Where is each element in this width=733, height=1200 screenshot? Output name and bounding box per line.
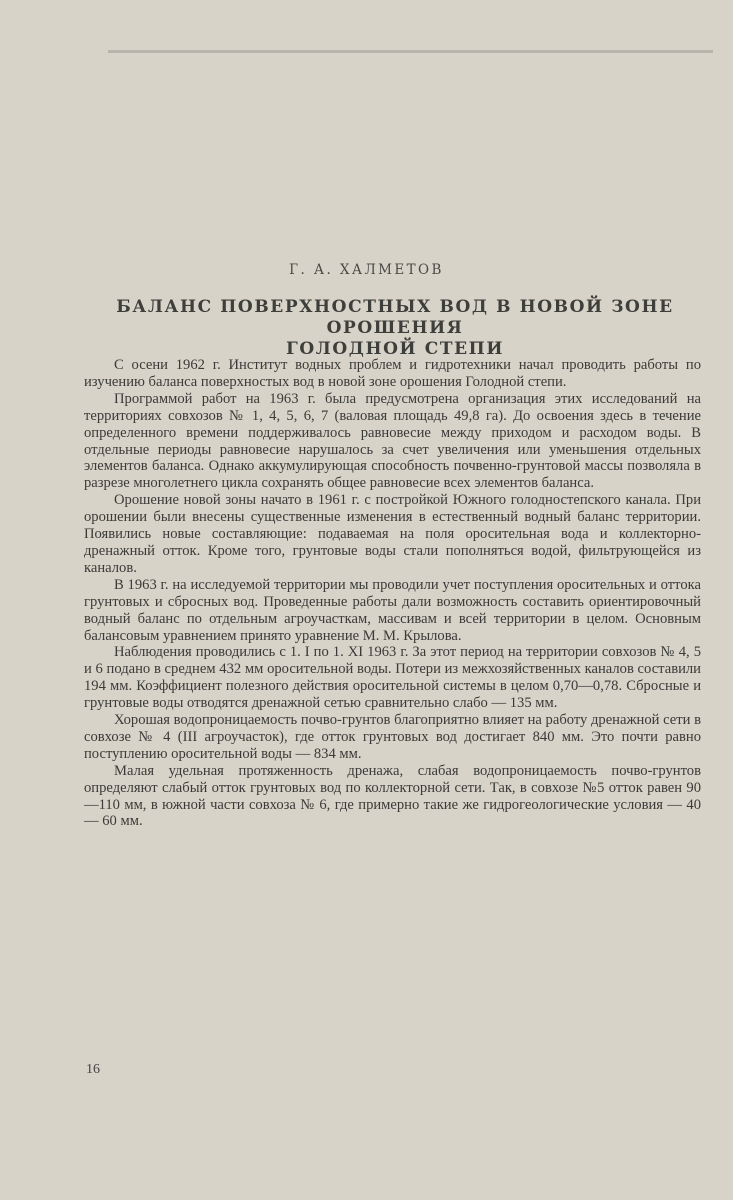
article-body xyxy=(84,357,701,830)
paragraph-1: С осени 1962 г. Институт водных проблем и гидротехники начал проводить работы по изучению баланса поверхностых вод в новой зоне орошения Голодной степи. xyxy=(84,357,701,390)
paragraph-6: Хорошая водопроницаемость почво-грунтов благоприятно влияет на работу дренажной сети в совхозе № 4 (III агроучасток), где отток грунтовых вод достигает 840 мм. Это почти равно поступлению оросительной воды — 834 мм. xyxy=(84,712,701,762)
paragraph-7: Малая удельная протяженность дренажа, слабая водопроницаемость почво-грунтов определяют слабый отток грунтовых вод по коллекторной сети. Так, в совхозе №5 отток равен 90—110 мм, в южной части совхоза № 6, где примерно такие же гидрогеологические условия — 40 — 60 мм. xyxy=(84,762,701,830)
top-rule xyxy=(108,50,713,53)
paragraph-3: Орошение новой зоны начато в 1961 г. с постройкой Южного голодностепского канала. При орошении были внесены существенные изменения в естественный водный баланс территории. Появились новые составляющие: подаваемая на поля оросительная вода и коллекторно-дренажный отток. Кроме того, грунтовые воды стали пополняться водой, фильтрующейся из каналов. xyxy=(84,492,701,576)
article-title xyxy=(85,297,705,360)
title-line-2: ГОЛОДНОЙ СТЕПИ xyxy=(285,339,504,359)
paragraph-5: Наблюдения проводились с 1. I по 1. XI 1963 г. За этот период на территории совхозов № 4, 5 и 6 подано в среднем 432 мм оросительной воды. Потери из межхозяйственных каналов составили 194 мм. Коэффициент полезного действия оросительной системы в целом 0,70—0,78. Сбросные и грунтовые воды отводятся дренажной сетью сравнительно слабо — 135 мм. xyxy=(84,644,701,712)
author-name: Г. А. ХАЛМЕТОВ xyxy=(289,262,444,278)
paragraph-2: Программой работ на 1963 г. была предусмотрена организация этих исследований на территориях совхозов № 1, 4, 5, 6, 7 (валовая площадь 49,8 га). До освоения здесь в течение определенного времени поддерживалось равновесие между приходом и расходом воды. В отдельные периоды равновесие нарушалось за счет увеличения или уменьшения отдельных элементов баланса. Однако аккумулирующая способность почвенно-грунтовой массы позволяла в разрезе многолетнего цикла сохранять общее равновесие всех элементов баланса. xyxy=(84,390,701,492)
paragraph-4: В 1963 г. на исследуемой территории мы проводили учет поступления оросительных и оттока грунтовых и сбросных вод. Проведенные работы дали возможность составить ориентировочный водный баланс по отдельным агроучасткам, массивам и всей территории в целом. Основным балансовым уравнением принято уравнение М. М. Крылова. xyxy=(84,576,701,644)
page-number: 16 xyxy=(86,1062,100,1077)
title-line-1: БАЛАНС ПОВЕРХНОСТНЫХ ВОД В НОВОЙ ЗОНЕ ОРОШЕНИЯ xyxy=(116,297,674,338)
